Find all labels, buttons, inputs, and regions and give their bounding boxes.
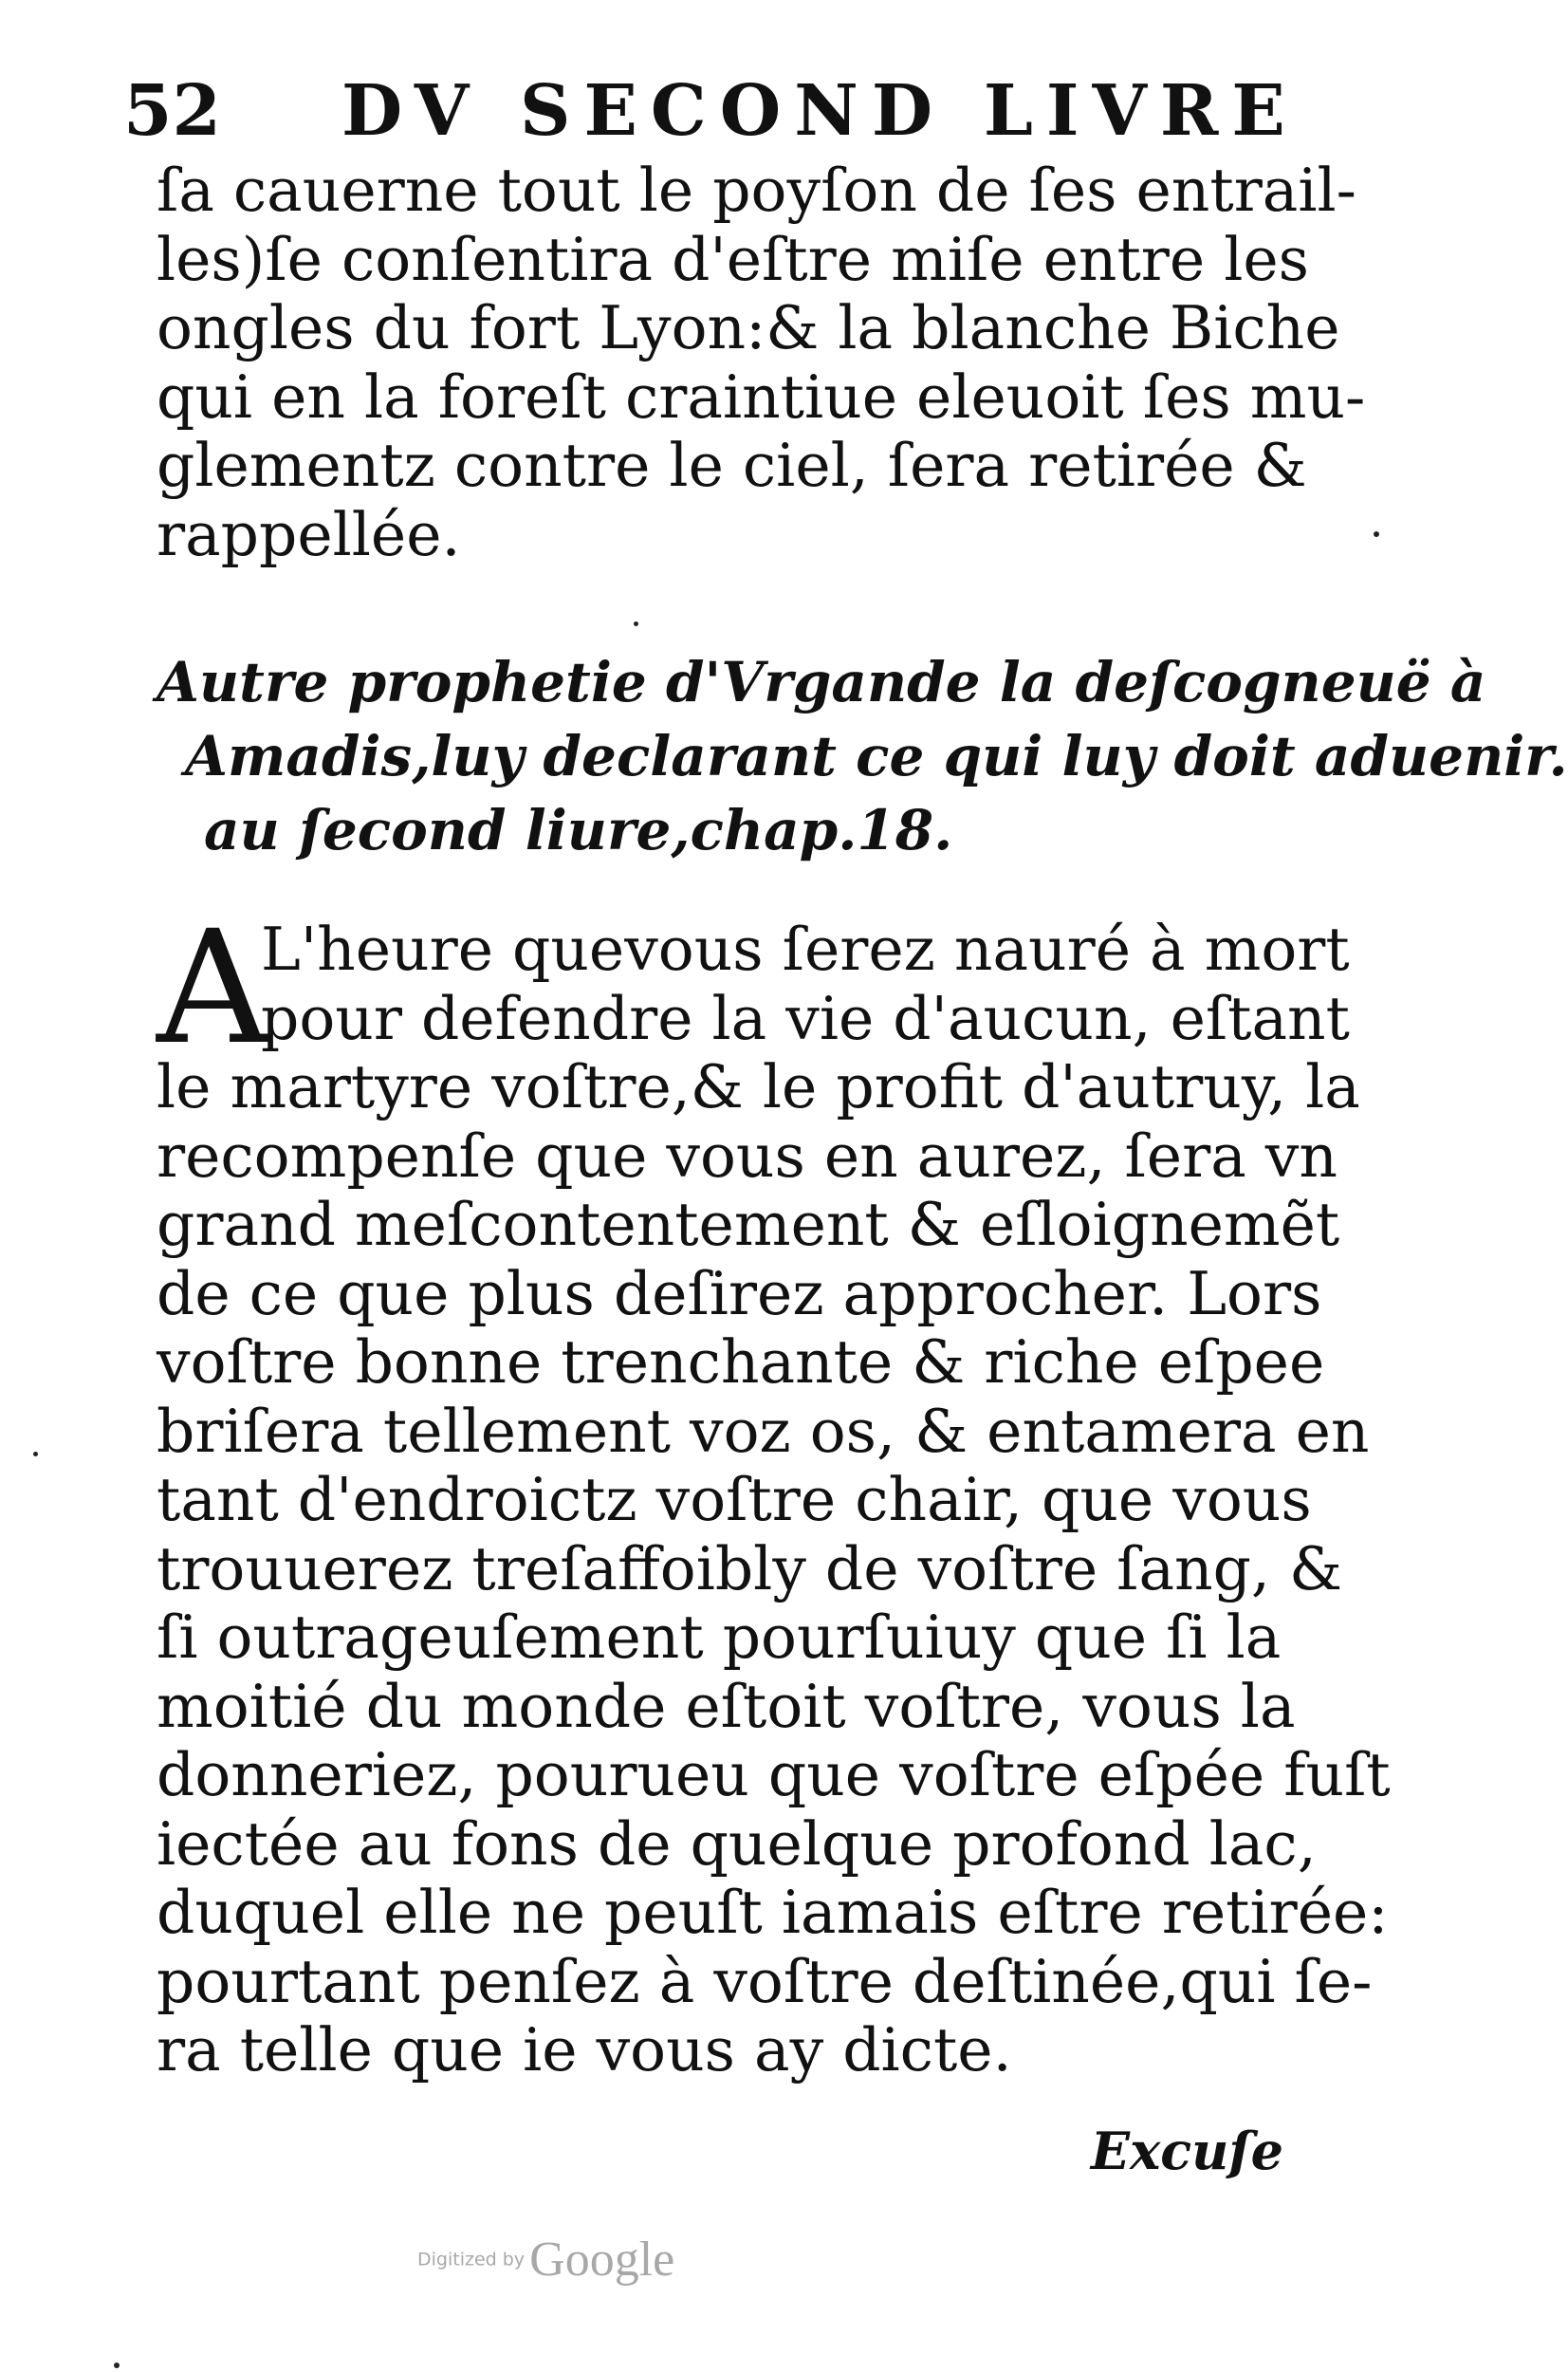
catchword: Excuſe [1090, 2121, 1283, 2181]
text-line: briſera tellement voz os, & entamera en [157, 1396, 1370, 1466]
text-line: recompenſe que vous en aurez, ſera vn [157, 1121, 1337, 1191]
text-line: pourtant penſez à voſtre deſtinée,qui ſe- [157, 1946, 1373, 2016]
heading-line: Amadis,luy declarant ce qui luy doit aduenir. [185, 724, 1568, 788]
text-line: donneriez, pourueu que voſtre eſpée fuſt [157, 1740, 1391, 1809]
text-line: ongles du fort Lyon:& la blanche Biche [157, 293, 1340, 362]
text-line: grand meſcontentement & eſloignemẽt [157, 1190, 1340, 1259]
ink-speck [114, 2363, 120, 2368]
drop-cap: A [157, 897, 270, 1079]
text-line: iectée au fons de quelque profond lac, [157, 1808, 1317, 1879]
text-line: ra telle que ie vous ay dicte. [157, 2015, 1012, 2085]
text-line: voſtre bonne trenchante & riche eſpee [157, 1327, 1325, 1397]
text-line: qui en la foreſt craintiue eleuoit ſes mu- [157, 361, 1366, 432]
text-line: pour defendre la vie d'aucun, eſtant [261, 983, 1350, 1053]
ink-speck [634, 621, 638, 626]
heading-line: au ſecond liure,chap.18. [204, 798, 953, 862]
paragraph-continued [157, 156, 1366, 569]
watermark-brand: Google [529, 2233, 675, 2287]
running-title: DV SECOND LIVRE [341, 70, 1299, 152]
text-line: le martyre voſtre,& le profit d'autruy, la [157, 1052, 1360, 1121]
ink-speck [1374, 531, 1379, 537]
text-line: moitié du monde eſtoit voſtre, vous la [157, 1671, 1296, 1741]
text-line: L'heure quevous ſerez nauré à mort [261, 915, 1350, 984]
heading-line: Autre prophetie d'Vrgande la deſcogneuë à [157, 650, 1486, 714]
section-heading [157, 645, 1568, 867]
digitized-watermark [417, 2232, 674, 2307]
text-line: glementz contre le ciel, ſera retirée & [157, 431, 1307, 500]
running-head [123, 59, 1299, 163]
text-line: ſi outrageuſement pourſuiuy que ſi la [157, 1603, 1282, 1672]
text-line: trouuerez treſaffoibly de voſtre ſang, & [157, 1533, 1343, 1603]
text-line: tant d'endroictz voſtre chair, que vous [157, 1465, 1312, 1534]
watermark-prefix: Digitized by [417, 2249, 526, 2270]
page-number: 52 [123, 70, 221, 152]
text-line: duquel elle ne peuſt iamais eſtre retirée: [157, 1878, 1389, 1947]
text-line: de ce que plus deſirez approcher. Lors [157, 1258, 1322, 1328]
text-line: rappellée. [157, 499, 461, 569]
text-line: ſa cauerne tout le poyſon de ſes entrail- [157, 156, 1356, 225]
text-line: les)ſe conſentira d'eſtre miſe entre les [157, 224, 1309, 294]
paragraph-prophecy [157, 897, 1391, 2085]
ink-speck [33, 1452, 38, 1456]
